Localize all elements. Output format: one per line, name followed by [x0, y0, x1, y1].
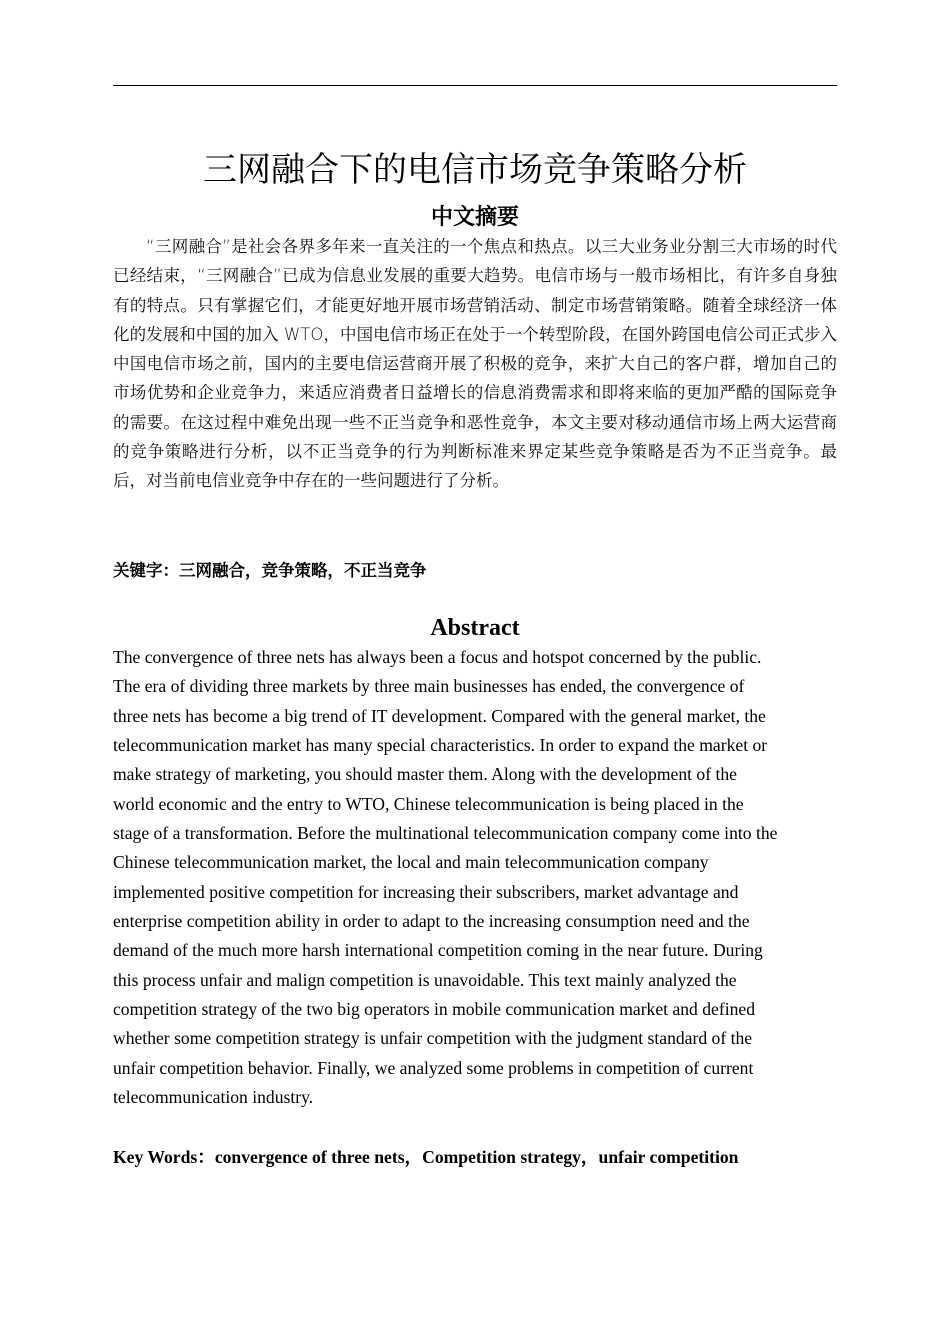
english-abstract-line: implemented positive competition for increasing their subscribers, market advantage and: [113, 881, 739, 902]
english-abstract-line: world economic and the entry to WTO, Chinese telecommunication is being placed in the: [113, 793, 744, 814]
english-abstract-heading: Abstract: [430, 615, 520, 641]
chinese-abstract-body: “三网融合”是社会各界多年来一直关注的一个焦点和热点。以三大业务业分割三大市场的时代已经结束，“三网融合”已成为信息业发展的重要大趋势。电信市场与一般市场相比，有许多自身独有的特点。只有掌握它们，才能更好地开展市场营销活动、制定市场营销策略。随着全球经济一体化的发展和中国的加入 WTO，中国电信市场正在处于一个转型阶段，在国外跨国电信公司正式步入中国电信市场之前，国内的主要电信运营商开展了积极的竞争，来扩大自己的客户群，增加自己的市场优势和企业竞争力，来适应消费者日益增长的信息消费需求和即将来临的更加严酷的国际竞争的需要。在这过程中难免出现一些不正当竞争和恶性竞争，本文主要对移动通信市场上两大运营商的竞争策略进行分析，以不正当竞争的行为判断标准来界定某些竞争策略是否为不正当竞争。最后，对当前电信业竞争中存在的一些问题进行了分析。: [113, 237, 837, 491]
english-abstract-line: this process unfair and malign competition is unavoidable. This text mainly analyzed the: [113, 969, 737, 990]
english-abstract-line: competition strategy of the two big operators in mobile communication market and defined: [113, 999, 756, 1020]
english-abstract-line: enterprise competition ability in order to adapt to the increasing consumption need and the: [113, 911, 750, 932]
english-abstract-body: [113, 643, 837, 1113]
english-abstract-line: telecommunication market has many special characteristics. In order to expand the market or: [113, 735, 768, 756]
english-abstract-line: three nets has become a big trend of IT development. Compared with the general market, the: [113, 705, 766, 726]
english-keywords: Key Words：convergence of three nets，Competition strategy，unfair competition: [113, 1147, 739, 1167]
english-abstract-line: telecommunication industry.: [113, 1087, 314, 1108]
chinese-keywords: 关键字：三网融合，竞争策略，不正当竞争: [113, 561, 427, 580]
header-rule: [113, 85, 837, 86]
english-abstract-line: The convergence of three nets has always been a focus and hotspot concerned by the public.: [113, 647, 762, 667]
english-abstract-line: whether some competition strategy is unfair competition with the judgment standard of the: [113, 1028, 753, 1049]
english-abstract-line: unfair competition behavior. Finally, we analyzed some problems in competition of current: [113, 1057, 754, 1078]
chinese-abstract-heading: 中文摘要: [430, 205, 519, 230]
english-abstract-line: stage of a transformation. Before the multinational telecommunication company come into the: [113, 823, 778, 844]
english-abstract-line: Chinese telecommunication market, the local and main telecommunication company: [113, 852, 709, 873]
english-abstract-line: make strategy of marketing, you should master them. Along with the development of the: [113, 764, 737, 785]
english-abstract-line: The era of dividing three markets by three main businesses has ended, the convergence of: [113, 676, 745, 697]
document-title: 三网融合下的电信市场竞争策略分析: [203, 149, 747, 190]
english-abstract-line: demand of the much more harsh international competition coming in the near future. During: [113, 940, 763, 961]
